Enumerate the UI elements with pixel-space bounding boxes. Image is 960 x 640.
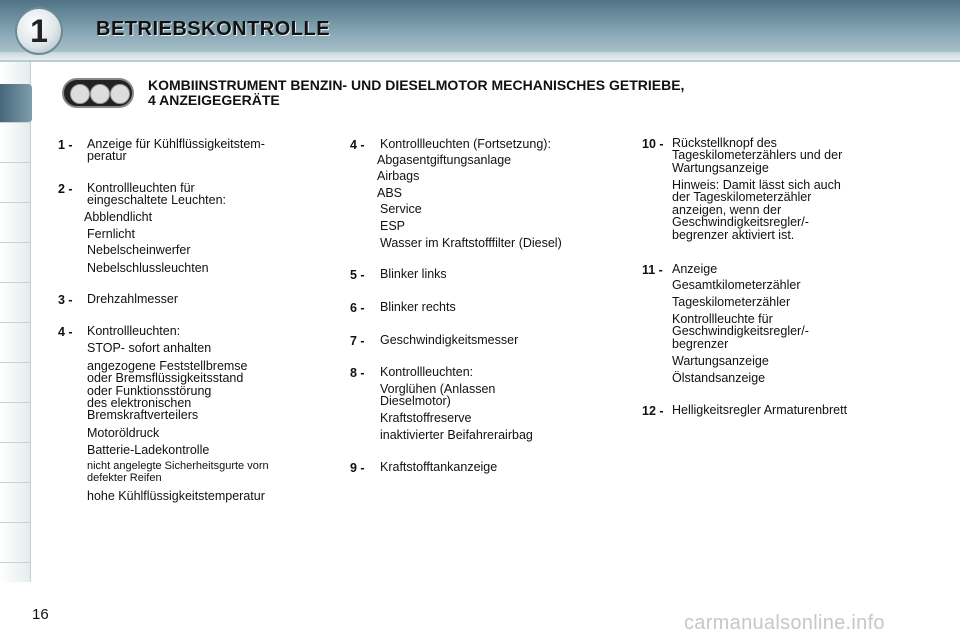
header-band bbox=[0, 52, 960, 60]
chapter-tab[interactable] bbox=[0, 484, 30, 523]
instrument-title-line1: KOMBIINSTRUMENT BENZIN- UND DIESELMOTOR MECHANISCHES GETRIEBE, bbox=[148, 77, 685, 93]
chapter-tab[interactable] bbox=[0, 284, 30, 323]
item-text: Service bbox=[380, 202, 422, 216]
section-title: BETRIEBSKONTROLLE bbox=[96, 18, 331, 40]
item-text: Kraftstofftankanzeige bbox=[380, 460, 498, 474]
item-text: Rückstellknopf des bbox=[672, 136, 777, 150]
item-text: angezogene Feststellbremse bbox=[87, 359, 248, 373]
chapter-tab[interactable] bbox=[0, 404, 30, 443]
chapter-tab[interactable] bbox=[0, 124, 30, 163]
watermark: carmanualsonline.info bbox=[684, 612, 885, 634]
item-text: Nebelschlussleuchten bbox=[87, 261, 209, 275]
item-text: Anzeige für Kühlflüssigkeitstem- bbox=[87, 137, 265, 151]
item-text: Geschwindigkeitsregler/- bbox=[672, 215, 809, 229]
chapter-tab[interactable] bbox=[0, 204, 30, 243]
item-text: Kontrollleuchten: bbox=[87, 324, 181, 338]
item-text: Kontrollleuchte für bbox=[672, 312, 773, 326]
item-text: Helligkeitsregler Armaturenbrett bbox=[672, 403, 848, 417]
item-text: Geschwindigkeitsregler/- bbox=[672, 324, 809, 338]
item-text: Ölstandsanzeige bbox=[672, 371, 766, 385]
item-text: oder Funktionsstörung bbox=[87, 384, 212, 398]
item-text: Nebelscheinwerfer bbox=[87, 243, 191, 257]
item-text: Vorglühen (Anlassen bbox=[380, 382, 496, 396]
item-text: Blinker rechts bbox=[380, 300, 456, 314]
item-text: STOP- sofort anhalten bbox=[87, 341, 212, 355]
item-text: Gesamtkilometerzähler bbox=[672, 278, 801, 292]
chapter-tab-bar bbox=[0, 62, 31, 582]
item-text: Abgasentgiftungsanlage bbox=[377, 153, 512, 167]
chapter-tab[interactable] bbox=[0, 364, 30, 403]
item-text: Drehzahlmesser bbox=[87, 292, 179, 306]
item-number: 3 - bbox=[58, 293, 73, 307]
item-text: Batterie-Ladekontrolle bbox=[87, 443, 210, 457]
item-number: 5 - bbox=[350, 268, 365, 282]
chapter-tab[interactable] bbox=[0, 324, 30, 363]
item-text: Fernlicht bbox=[87, 227, 135, 241]
item-text: Kontrollleuchten: bbox=[380, 365, 474, 379]
item-number: 6 - bbox=[350, 301, 365, 315]
item-text: Anzeige bbox=[672, 262, 718, 276]
item-number: 4 - bbox=[58, 325, 73, 339]
item-text: Abblendlicht bbox=[84, 210, 153, 224]
chapter-tab[interactable] bbox=[0, 244, 30, 283]
chapter-tab[interactable] bbox=[0, 164, 30, 203]
chapter-tab-active[interactable] bbox=[0, 84, 32, 123]
page-number: 16 bbox=[32, 606, 49, 623]
item-text: eingeschaltete Leuchten: bbox=[87, 193, 226, 207]
item-text: des elektronischen bbox=[87, 396, 192, 410]
gauge-dial-icon bbox=[90, 84, 110, 104]
item-number: 8 - bbox=[350, 366, 365, 380]
item-text: defekter Reifen bbox=[87, 472, 162, 484]
item-text: Wartungsanzeige bbox=[672, 354, 769, 368]
item-text: Wartungsanzeige bbox=[672, 161, 769, 175]
instrument-title bbox=[148, 78, 848, 108]
item-text: Kontrollleuchten für bbox=[87, 181, 195, 195]
item-number: 11 - bbox=[642, 263, 663, 277]
item-text: Geschwindigkeitsmesser bbox=[380, 333, 519, 347]
item-text: Tageskilometerzählers und der bbox=[672, 148, 843, 162]
item-text: Motoröldruck bbox=[87, 426, 160, 440]
item-text: oder Bremsflüssigkeitsstand bbox=[87, 371, 244, 385]
item-text: Kraftstoffreserve bbox=[380, 411, 472, 425]
item-number: 7 - bbox=[350, 334, 365, 348]
gauge-dial-icon bbox=[70, 84, 90, 104]
item-text: peratur bbox=[87, 149, 127, 163]
item-text: Bremskraftverteilers bbox=[87, 408, 199, 422]
item-text: Blinker links bbox=[380, 267, 447, 281]
item-number: 9 - bbox=[350, 461, 365, 475]
item-text: hohe Kühlflüssigkeitstemperatur bbox=[87, 489, 265, 503]
instrument-cluster-icon bbox=[62, 78, 134, 108]
item-number: 10 - bbox=[642, 137, 664, 151]
item-text: Tageskilometerzähler bbox=[672, 295, 791, 309]
chapter-number-badge: 1 bbox=[15, 7, 63, 55]
item-text: Hinweis: Damit lässt sich auch bbox=[672, 178, 841, 192]
item-text: der Tageskilometerzähler bbox=[672, 190, 812, 204]
gauge-dial-icon bbox=[110, 84, 130, 104]
item-text: Dieselmotor) bbox=[380, 394, 451, 408]
item-text: begrenzer bbox=[672, 337, 729, 351]
item-text: anzeigen, wenn der bbox=[672, 203, 782, 217]
item-text: nicht angelegte Sicherheitsgurte vorn bbox=[87, 460, 269, 472]
item-text: Kontrollleuchten (Fortsetzung): bbox=[380, 137, 551, 151]
item-number: 12 - bbox=[642, 404, 664, 418]
item-text: ESP bbox=[380, 219, 406, 233]
item-number: 4 - bbox=[350, 138, 365, 152]
item-number: 1 - bbox=[58, 138, 73, 152]
chapter-tab[interactable] bbox=[0, 524, 30, 563]
item-text: Airbags bbox=[377, 169, 420, 183]
item-number: 2 - bbox=[58, 182, 73, 196]
item-text: begrenzer aktiviert ist. bbox=[672, 228, 795, 242]
chapter-tab[interactable] bbox=[0, 444, 30, 483]
item-text: Wasser im Kraftstofffilter (Diesel) bbox=[380, 236, 562, 250]
instrument-title-line2: 4 ANZEIGEGERÄTE bbox=[148, 92, 280, 108]
item-text: ABS bbox=[377, 186, 403, 200]
item-text: inaktivierter Beifahrerairbag bbox=[380, 428, 533, 442]
